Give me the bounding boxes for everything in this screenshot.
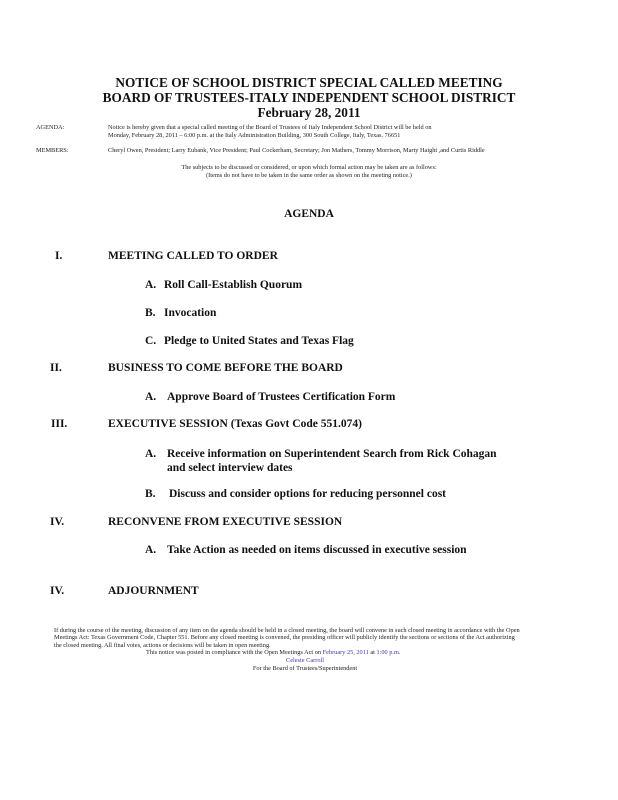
subjects-line-2: (Items do not have to be taken in the same order as shown on the meeting notice.) [206,172,412,179]
agenda-heading: AGENDA [284,208,334,220]
agenda-notice-line-2: Monday, February 28, 2011 – 6:00 p.m. at the Italy Administration Building, 300 South College, Italy, Texas. 76651 [108,132,401,139]
section-numeral: II. [50,362,62,374]
agenda-item: A. Receive information on Superintendent Search from Rick Cohagan and select interview dates [145,448,497,474]
closed-line-2: Meetings Act: Texas Government Code, Chapter 551. Before any closed meeting is convened, the presiding officer will publicly identify the sections or sections of the Act authorizing [54,634,515,642]
section-numeral: I. [55,250,63,262]
closed-meeting-notice [54,627,574,649]
agenda-item: A. Roll Call-Establish Quorum [145,279,303,291]
section-title: MEETING CALLED TO ORDER [108,250,278,262]
section-title: BUSINESS TO COME BEFORE THE BOARD [108,362,343,374]
agenda-item: B. Invocation [145,307,217,319]
closed-line-3: the closed meeting. All final votes, actions or decisions will be taken in open meeting. [54,641,271,649]
agenda-item: B. Discuss and consider options for reducing personnel cost [145,488,446,500]
posted-time: 1:00 p.m. [376,649,401,656]
members-label: MEMBERS: [36,147,69,154]
title-line-1: NOTICE OF SCHOOL DISTRICT SPECIAL CALLED MEETING [115,75,503,90]
agenda-item: C. Pledge to United States and Texas Flag [145,335,354,347]
agenda-label: AGENDA: [36,124,65,131]
section-title: RECONVENE FROM EXECUTIVE SESSION [108,516,343,528]
members-list: Cheryl Owen, President; Larry Eubank, Vice President; Paul Cockerham, Secretary; Jon Mathers, Tommy Morrison, Marty Haight ,and Curtis Riddle [108,147,485,154]
agenda-item: A. Approve Board of Trustees Certification Form [145,391,396,403]
notice-title [0,75,618,120]
section-numeral: IV. [50,585,65,597]
closed-line-1: If during the course of the meeting, discussion of any item on the agenda should be held in a closed meeting, the board will convene in such closed meeting in accordance with the Open [54,627,520,634]
meeting-date: February 28, 2011 [257,105,361,120]
signer-title: For the Board of Trustees/Superintendent [252,665,358,672]
posted-date: February 25, 2011 [322,649,369,656]
title-line-2: BOARD OF TRUSTEES-ITALY INDEPENDENT SCHOOL DISTRICT [102,90,516,105]
section-title: ADJOURNMENT [108,585,199,597]
section-numeral: IV. [50,516,65,528]
subjects-line-1: The subjects to be discussed or considered, or upon which formal action may be taken are as follows: [181,164,437,171]
section-title: EXECUTIVE SESSION (Texas Govt Code 551.074) [108,418,362,430]
section-numeral: III. [51,418,68,430]
posted-notice: This notice was posted in compliance with the Open Meetings Act on February 25, 2011 at 1:00 p.m. [146,649,401,656]
agenda-notice-line-1: Notice is hereby given that a special called meeting of the Board of Trustees of Italy Independent School District will be held on [108,124,432,131]
agenda-item: A. Take Action as needed on items discussed in executive session [145,544,467,556]
signer-name: Celeste Carroll [286,657,324,664]
